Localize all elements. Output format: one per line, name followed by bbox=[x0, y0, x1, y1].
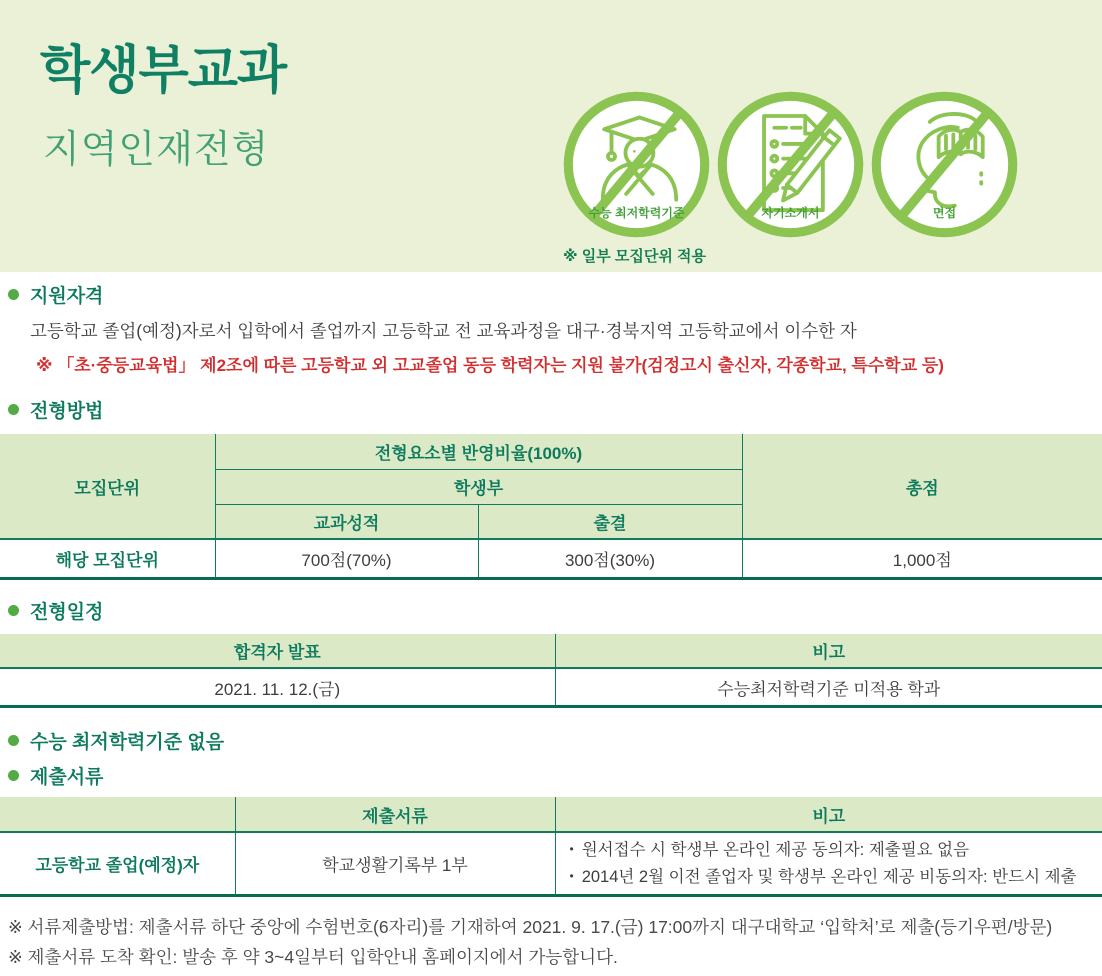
schedule-announce-cell: 2021. 11. 12.(금) bbox=[0, 668, 555, 705]
documents-col-empty-header bbox=[0, 797, 235, 832]
method-total-cell: 1,000점 bbox=[742, 539, 1102, 577]
method-attendance-cell: 300점(30%) bbox=[478, 539, 742, 577]
section-heading-label: 전형방법 bbox=[30, 401, 104, 422]
section-heading-eligibility bbox=[8, 281, 103, 308]
footnote-submission-method: ※ 서류제출방법: 제출서류 하단 중앙에 수험번호(6자리)를 기재하여 2021. 9. 17.(금) 17:00까지 대구대학교 ‘입학처’로 제출(등기우편/방문) bbox=[8, 917, 1053, 937]
eligibility-body: 고등학교 졸업(예정)자로서 입학에서 졸업까지 고등학교 전 교육과정을 대구·경북지역 고등학교에서 이수한 자 bbox=[30, 321, 857, 341]
method-subject-cell: 700점(70%) bbox=[215, 539, 478, 577]
page-title: 학생부교과 bbox=[40, 42, 287, 100]
badge-self-introduction bbox=[717, 91, 864, 238]
section-heading-documents bbox=[8, 762, 103, 789]
method-subgroup-header: 학생부 bbox=[215, 469, 742, 504]
badge-interview bbox=[871, 91, 1018, 238]
section-heading-label: 전형일정 bbox=[30, 602, 104, 623]
section-heading-csat-minimum bbox=[8, 727, 224, 754]
documents-doc-cell: 학교생활기록부 1부 bbox=[235, 832, 555, 894]
badge-label: 수능 최저학력기준 bbox=[588, 206, 685, 220]
schedule-note-cell: 수능최저학력기준 미적용 학과 bbox=[555, 668, 1102, 705]
badge-label: 자기소개서 bbox=[761, 206, 820, 220]
badge-note: ※ 일부 모집단위 적용 bbox=[563, 248, 707, 265]
documents-applicant-cell: 고등학교 졸업(예정)자 bbox=[0, 832, 235, 894]
documents-note-item: • 2014년 2월 이전 졸업자 및 학생부 온라인 제공 비동의자: 반드시 제출 bbox=[570, 864, 1099, 890]
header-band bbox=[0, 0, 1102, 272]
method-group-header: 전형요소별 반영비율(100%) bbox=[215, 434, 742, 469]
section-heading-label: 지원자격 bbox=[30, 286, 104, 307]
page-subtitle: 지역인재전형 bbox=[43, 129, 270, 171]
section-heading-schedule bbox=[8, 597, 103, 624]
badge-label: 면접 bbox=[932, 206, 957, 220]
schedule-table-row bbox=[0, 668, 1102, 705]
section-heading-label: 수능 최저학력기준 없음 bbox=[30, 732, 225, 753]
documents-col-doc-header: 제출서류 bbox=[235, 797, 555, 832]
schedule-col-note-header: 비고 bbox=[555, 634, 1102, 668]
footnote-arrival-check: ※ 제출서류 도착 확인: 발송 후 약 3~4일부터 입학안내 홈페이지에서 가능합니다. bbox=[8, 947, 618, 967]
method-table bbox=[0, 434, 1102, 580]
schedule-table bbox=[0, 634, 1102, 708]
schedule-col-announce-header: 합격자 발표 bbox=[0, 634, 555, 668]
documents-col-note-header: 비고 bbox=[555, 797, 1102, 832]
method-table-row bbox=[0, 539, 1102, 577]
eligibility-warning: ※ 「초·중등교육법」 제2조에 따른 고등학교 외 고교졸업 동등 학력자는 지원 불가(검정고시 출신자, 각종학교, 특수학교 등) bbox=[36, 356, 944, 375]
method-col-unit-header: 모집단위 bbox=[0, 434, 215, 539]
prohibition-badges bbox=[563, 91, 1018, 238]
section-heading-label: 제출서류 bbox=[30, 767, 104, 788]
section-heading-method bbox=[8, 396, 103, 423]
documents-table-row bbox=[0, 832, 1102, 894]
documents-notes-cell bbox=[555, 832, 1102, 894]
method-col-total-header: 총점 bbox=[742, 434, 1102, 539]
method-col-attendance-header: 출결 bbox=[478, 504, 742, 539]
documents-note-item: • 원서접수 시 학생부 온라인 제공 동의자: 제출필요 없음 bbox=[570, 837, 1099, 863]
method-unit-cell: 해당 모집단위 bbox=[0, 539, 215, 577]
documents-table bbox=[0, 797, 1102, 897]
method-col-subject-header: 교과성적 bbox=[215, 504, 478, 539]
badge-csat-minimum bbox=[563, 91, 710, 238]
